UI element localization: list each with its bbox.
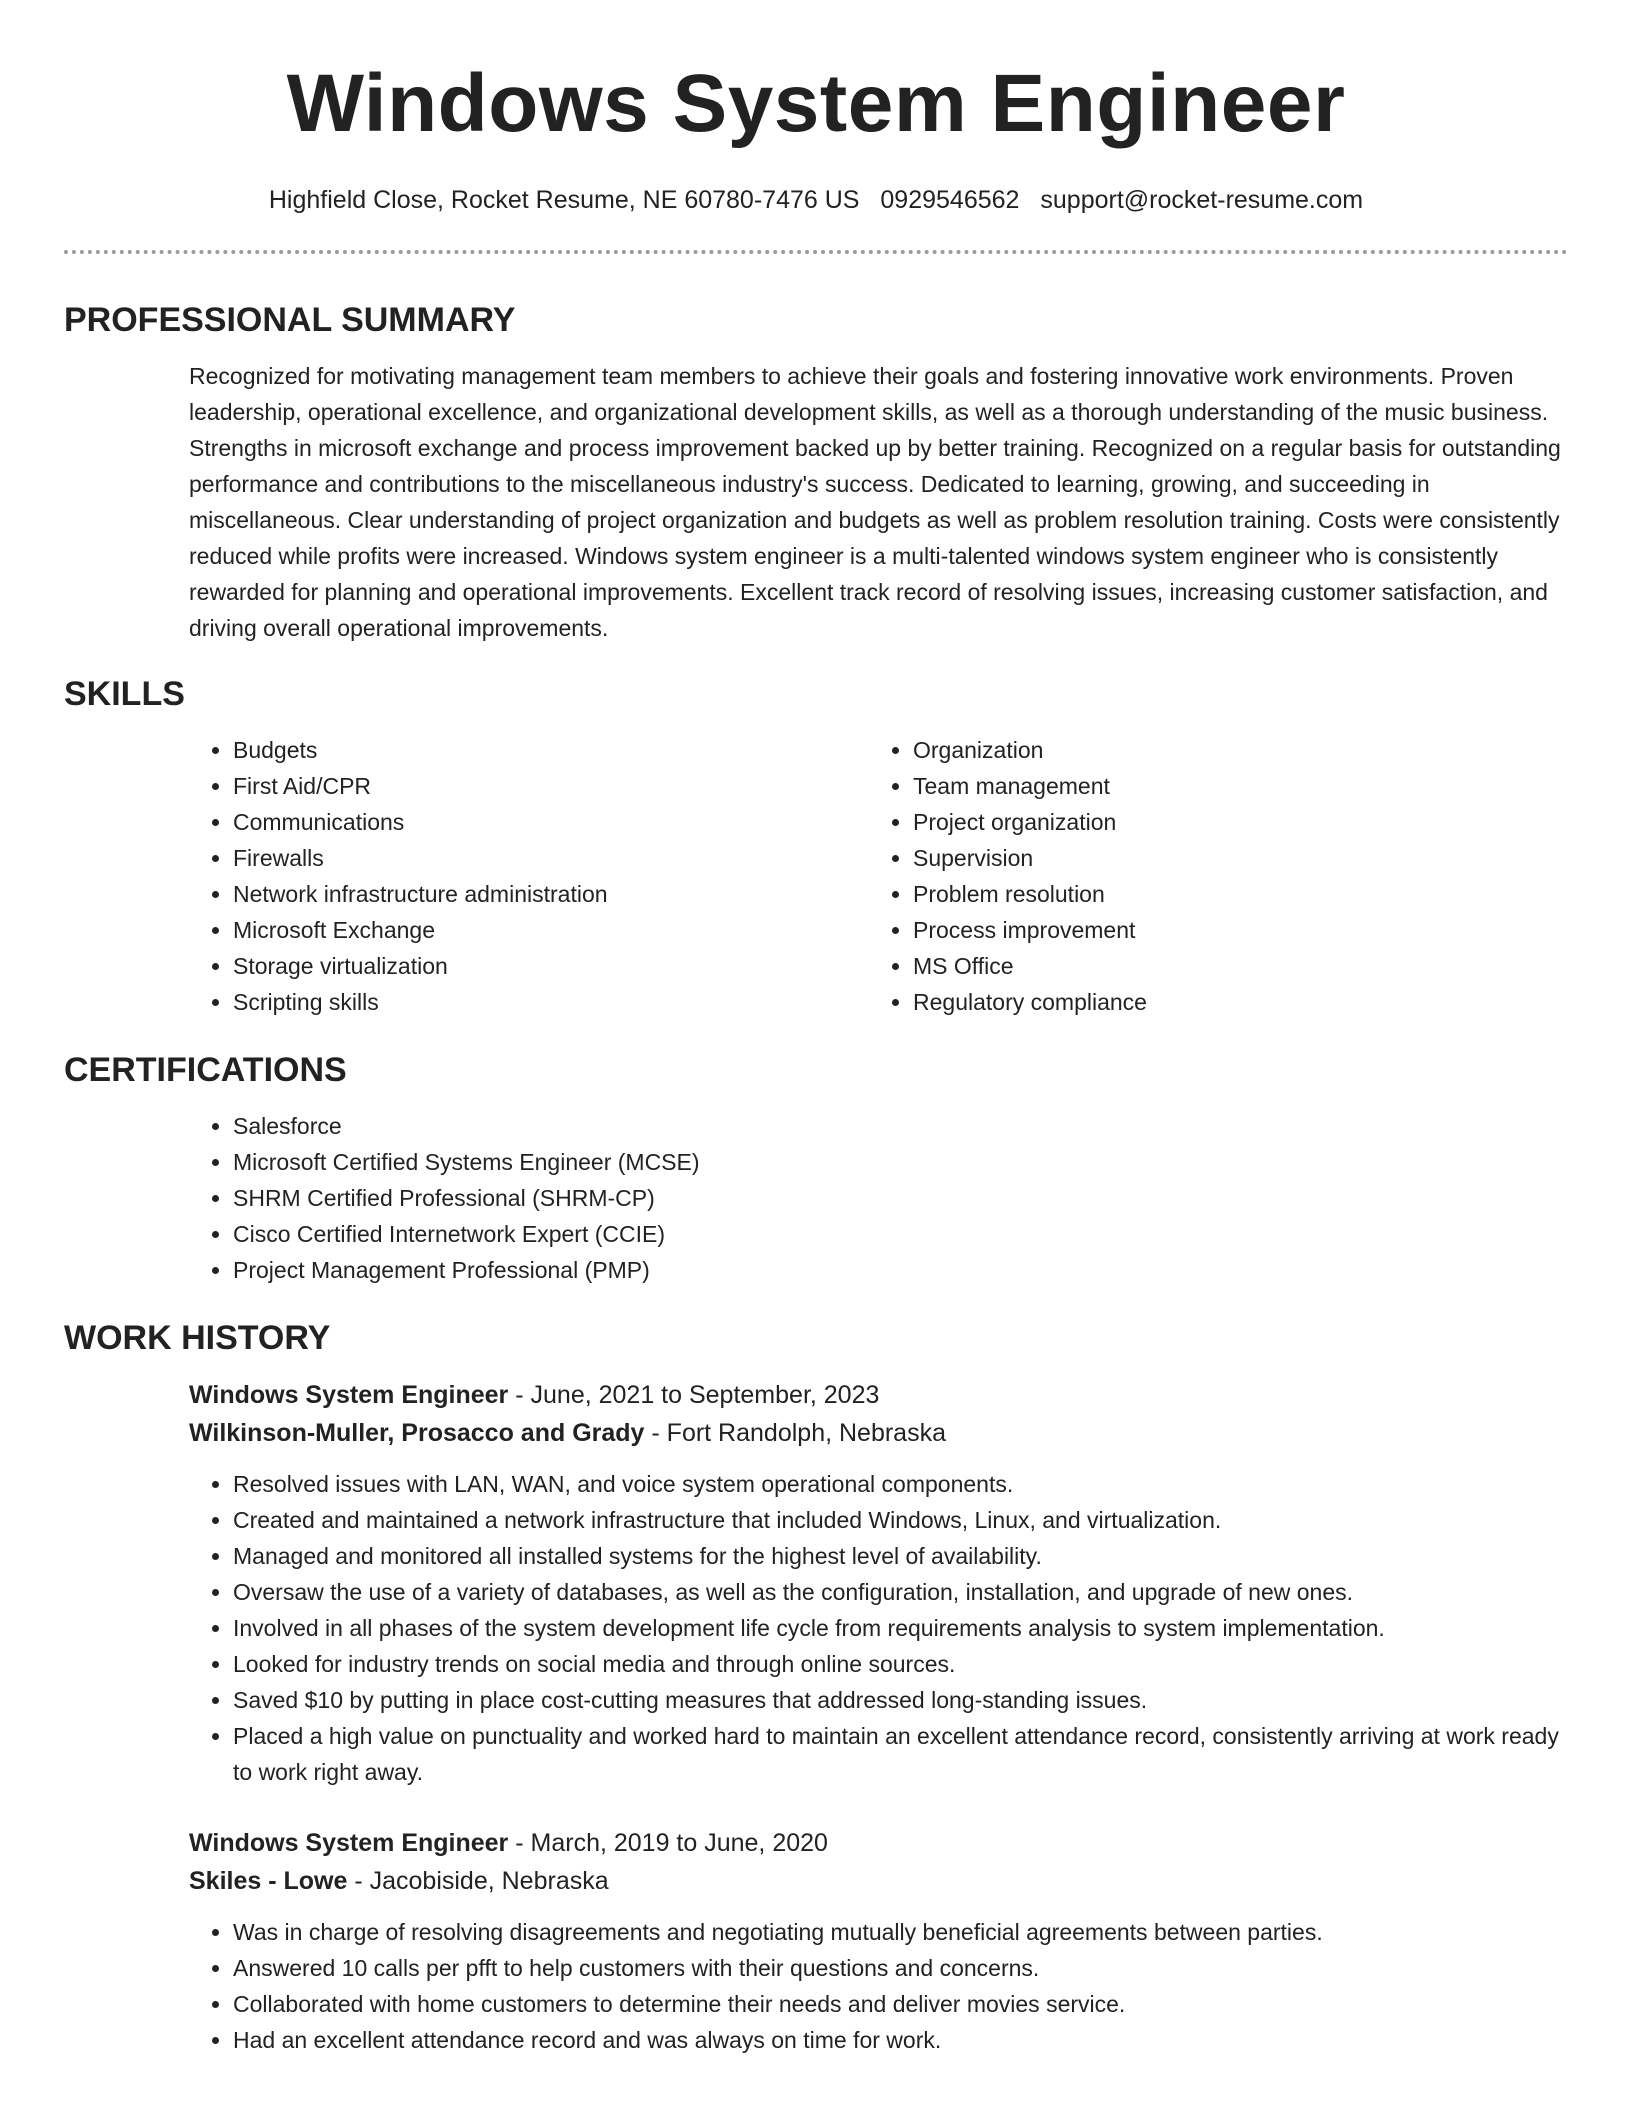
job-location: - Fort Randolph, Nebraska: [644, 1419, 946, 1447]
job-bullet: • Involved in all phases of the system development life cycle from requirements analysis to system implementation.: [233, 1610, 1568, 1646]
job-title-line: [189, 1824, 1568, 1862]
skills-column-right: [869, 732, 1549, 1020]
job-bullets: [189, 1466, 1568, 1790]
job-bullet: • Had an excellent attendance record and was always on time for work.: [233, 2022, 1568, 2058]
certification-item: • Salesforce: [233, 1108, 1568, 1144]
skill-item: • Project organization: [913, 804, 1549, 840]
resume-header: [64, 0, 1568, 254]
job-bullet: • Looked for industry trends on social media and through online sources.: [233, 1646, 1568, 1682]
skill-item: • Regulatory compliance: [913, 984, 1549, 1020]
job-bullet: • Managed and monitored all installed systems for the highest level of availability.: [233, 1538, 1568, 1574]
skill-item: • Budgets: [233, 732, 869, 768]
summary-heading: PROFESSIONAL SUMMARY: [64, 301, 516, 339]
job-company-line: [189, 1414, 1568, 1452]
work-history-section: [64, 1318, 1568, 2058]
contact-address: Highfield Close, Rocket Resume, NE 60780-7476 US: [268, 186, 860, 214]
skills-list-right: [869, 732, 1549, 1020]
skill-item: • Scripting skills: [233, 984, 869, 1020]
job-bullet: • Answered 10 calls per pfft to help customers with their questions and concerns.: [233, 1950, 1568, 1986]
job-dates: - March, 2019 to June, 2020: [508, 1829, 828, 1857]
skill-item: • Communications: [233, 804, 869, 840]
skills-grid: [189, 732, 1568, 1020]
skills-column-left: [189, 732, 869, 1020]
job-company: Wilkinson-Muller, Prosacco and Grady: [189, 1419, 645, 1447]
job-dates: - June, 2021 to September, 2023: [508, 1381, 880, 1409]
summary-text: Recognized for motivating management team members to achieve their goals and fostering innovative work environments. Proven leadership, operational excellence, and organizational development skills, as well as a thorough understanding of the music business. Strengths in microsoft exchange and process improvement backed up by better training. Recognized on a regular basis for outstanding performance and contributions to the miscellaneous industry's success. Dedicated to learning, growing, and succeeding in miscellaneous. Clear understanding of project organization and budgets as well as problem resolution training. Costs were consistently reduced while profits were increased. Windows system engineer is a multi-talented windows system engineer who is consistently rewarded for planning and operational improvements. Excellent track record of resolving issues, increasing customer satisfaction, and driving overall operational improvements.: [189, 363, 1561, 641]
work-history-body: [189, 1376, 1568, 2058]
certifications-body: [189, 1108, 1568, 1288]
skill-item: • Team management: [913, 768, 1549, 804]
job-bullet: • Was in charge of resolving disagreements and negotiating mutually beneficial agreements between parties.: [233, 1914, 1568, 1950]
job-bullet: • Placed a high value on punctuality and worked hard to maintain an excellent attendance record, consistently arriving at work ready to work right away.: [233, 1718, 1568, 1790]
certifications-list: [189, 1108, 1568, 1288]
certification-item: • Microsoft Certified Systems Engineer (MCSE): [233, 1144, 1568, 1180]
skill-item: • MS Office: [913, 948, 1549, 984]
summary-section: [64, 300, 1568, 646]
skills-list-left: [189, 732, 869, 1020]
job-entry: [189, 1376, 1568, 1790]
job-company: Skiles - Lowe: [189, 1867, 348, 1895]
skills-heading: SKILLS: [64, 675, 185, 713]
skill-item: • Process improvement: [913, 912, 1549, 948]
certifications-heading: CERTIFICATIONS: [64, 1051, 347, 1089]
job-role: Windows System Engineer: [189, 1829, 509, 1857]
skills-section: [64, 674, 1568, 1020]
skill-item: • Network infrastructure administration: [233, 876, 869, 912]
skill-item: • Organization: [913, 732, 1549, 768]
job-bullet: • Collaborated with home customers to determine their needs and deliver movies service.: [233, 1986, 1568, 2022]
contact-phone: 0929546562: [880, 186, 1020, 214]
skill-item: • Firewalls: [233, 840, 869, 876]
skill-item: • Supervision: [913, 840, 1549, 876]
job-entry: [189, 1824, 1568, 2058]
header-divider: [64, 250, 1568, 254]
job-bullets: [189, 1914, 1568, 2058]
job-bullet: • Created and maintained a network infrastructure that included Windows, Linux, and virtualization.: [233, 1502, 1568, 1538]
certifications-section: [64, 1050, 1568, 1288]
contact-email: support@rocket-resume.com: [1040, 186, 1364, 214]
job-role: Windows System Engineer: [189, 1381, 509, 1409]
skill-item: • Storage virtualization: [233, 948, 869, 984]
certification-item: • Cisco Certified Internetwork Expert (CCIE): [233, 1216, 1568, 1252]
skill-item: • Problem resolution: [913, 876, 1549, 912]
job-title-line: [189, 1376, 1568, 1414]
skill-item: • Microsoft Exchange: [233, 912, 869, 948]
contact-line: [64, 184, 1568, 216]
work-history-heading: WORK HISTORY: [64, 1319, 331, 1357]
certification-item: • Project Management Professional (PMP): [233, 1252, 1568, 1288]
candidate-name: Windows System Engineer: [286, 58, 1346, 149]
certification-item: • SHRM Certified Professional (SHRM-CP): [233, 1180, 1568, 1216]
job-bullet: • Oversaw the use of a variety of databases, as well as the configuration, installation, and upgrade of new ones.: [233, 1574, 1568, 1610]
job-bullet: • Saved $10 by putting in place cost-cutting measures that addressed long-standing issues.: [233, 1682, 1568, 1718]
job-location: - Jacobiside, Nebraska: [347, 1867, 609, 1895]
skill-item: • First Aid/CPR: [233, 768, 869, 804]
job-company-line: [189, 1862, 1568, 1900]
summary-body: [189, 358, 1568, 646]
job-bullet: • Resolved issues with LAN, WAN, and voice system operational components.: [233, 1466, 1568, 1502]
